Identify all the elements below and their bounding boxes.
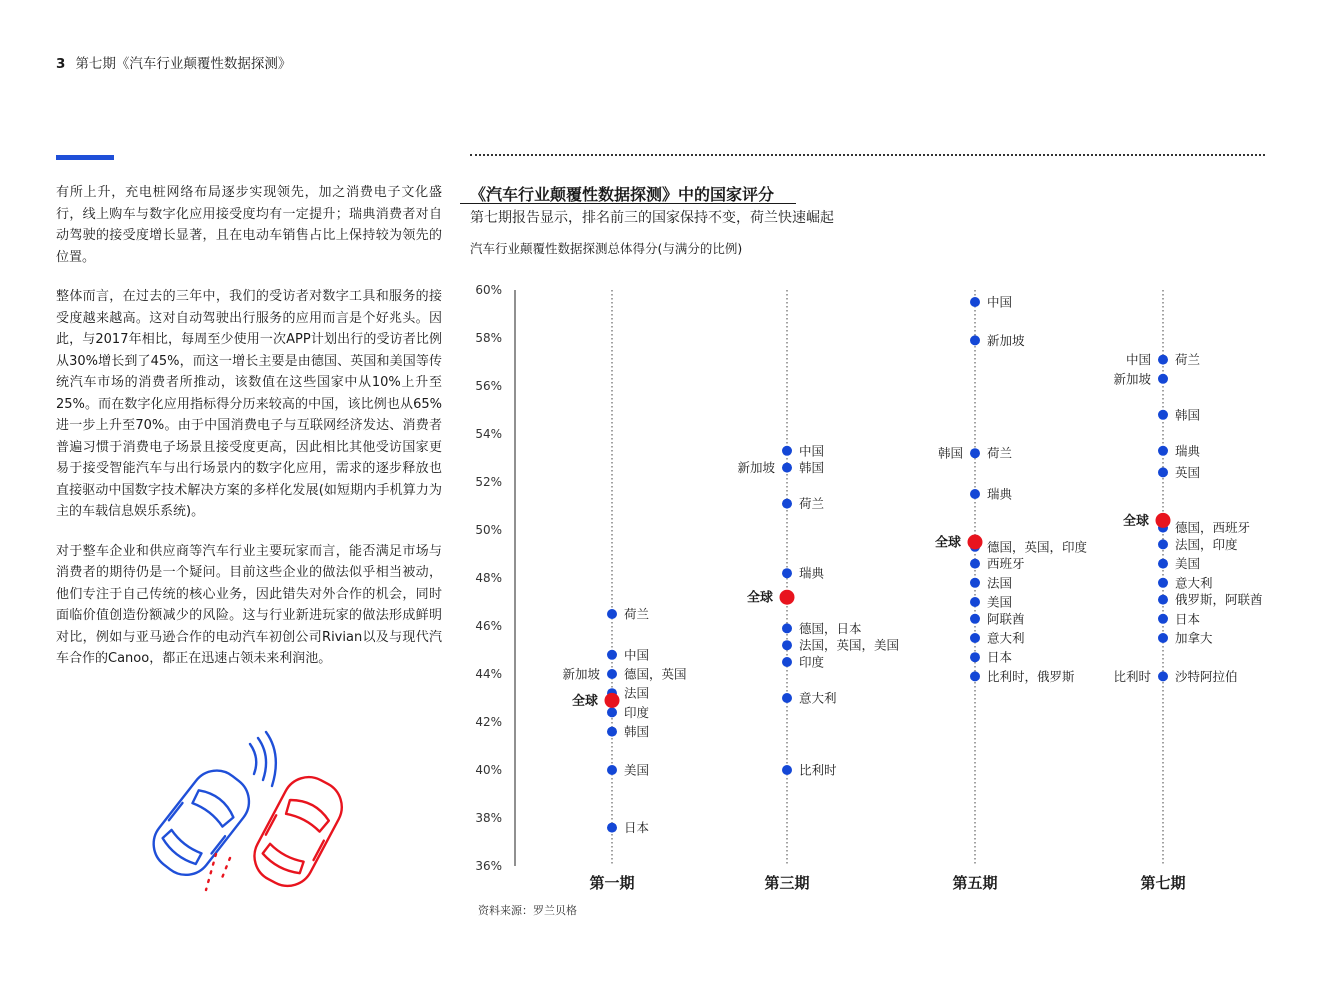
country-point [1158,633,1168,643]
country-label: 韩国 [937,445,963,461]
country-point [970,448,980,458]
country-label: 意大利 [1175,575,1213,591]
country-label: 英国 [1175,464,1201,480]
country-label: 荷兰 [624,606,650,622]
x-category-label: 第五期 [952,874,998,892]
y-tick-label: 36% [475,859,502,873]
country-point [1158,539,1168,549]
country-label: 比利时 [799,762,837,778]
country-label: 比利时 [1113,668,1151,684]
country-point [1158,595,1168,605]
global-average-label: 全球 [746,590,773,606]
country-point [782,640,792,650]
document-title: 第七期《汽车行业颠覆性数据探测》 [75,56,292,72]
country-label: 韩国 [1175,407,1201,423]
country-label: 德国，英国 [624,666,687,682]
country-point [1158,446,1168,456]
country-point [782,499,792,509]
country-label: 印度 [799,654,825,670]
country-label: 瑞典 [1175,443,1201,459]
country-score-chart [460,270,1290,895]
global-average-point [605,693,620,708]
country-label: 日本 [624,820,650,836]
x-category-label: 第七期 [1140,874,1186,892]
country-label: 新加坡 [737,460,775,476]
country-point [970,297,980,307]
country-point [607,727,617,737]
country-label: 美国 [624,762,650,778]
country-label: 瑞典 [799,565,825,581]
country-point [782,693,792,703]
global-average-label: 全球 [571,693,598,709]
source-note: 资料来源：罗兰贝格 [478,904,577,917]
y-tick-label: 38% [475,811,502,825]
country-label: 德国，日本 [799,620,862,636]
page-number: 3 [56,56,66,72]
country-label: 印度 [624,704,650,720]
global-average-point [780,590,795,605]
country-label: 瑞典 [987,486,1013,502]
country-point [607,707,617,717]
country-label: 韩国 [624,724,650,740]
y-tick-label: 40% [475,763,502,777]
chart-y-label: 汽车行业颠覆性数据探测总体得分(与满分的比例) [470,241,743,256]
country-label: 中国 [987,294,1013,310]
country-point [1158,355,1168,365]
y-tick-label: 44% [475,667,502,681]
country-point [1158,614,1168,624]
y-tick-label: 42% [475,715,502,729]
country-label: 法国，英国，美国 [799,637,900,653]
body-paragraph: 有所上升，充电桩网络布局逐步实现领先，加之消费电子文化盛行，线上购车与数字化应用接受度均有一定提升；瑞典消费者对自动驾驶的接受度增长显著，且在电动车销售占比上保持较为领先的位置。 [56,185,442,265]
y-tick-label: 56% [475,379,502,393]
country-label: 西班牙 [987,556,1025,572]
country-point [970,335,980,345]
country-point [782,765,792,775]
country-point [607,609,617,619]
country-point [970,578,980,588]
country-label: 德国，西班牙 [1175,520,1251,536]
global-average-point [1156,513,1171,528]
country-point [1158,467,1168,477]
y-tick-label: 52% [475,475,502,489]
country-point [970,633,980,643]
country-point [1158,578,1168,588]
country-label: 沙特阿拉伯 [1175,668,1238,684]
country-point [1158,374,1168,384]
country-label: 意大利 [987,630,1025,646]
country-point [782,446,792,456]
y-tick-label: 46% [475,619,502,633]
country-label: 俄罗斯，阿联酋 [1175,592,1263,608]
country-point [1158,559,1168,569]
country-label: 荷兰 [987,445,1013,461]
country-point [1158,671,1168,681]
accent-bar [56,155,114,160]
global-average-label: 全球 [1122,513,1149,529]
country-label: 法国 [624,685,650,701]
country-label: 荷兰 [799,496,825,512]
chart-title: 《汽车行业颠覆性数据探测》中的国家评分 [470,185,775,204]
country-label: 新加坡 [562,666,600,682]
x-category-label: 第三期 [764,874,810,892]
country-point [782,463,792,473]
country-label: 韩国 [799,460,825,476]
country-label: 美国 [987,594,1013,610]
country-label: 日本 [987,649,1013,665]
chart-subtitle: 第七期报告显示，排名前三的国家保持不变，荷兰快速崛起 [470,210,834,226]
country-point [782,568,792,578]
country-point [607,650,617,660]
country-point [782,657,792,667]
country-label: 法国 [987,575,1013,591]
country-point [970,489,980,499]
country-label: 比利时，俄罗斯 [987,668,1075,684]
country-point [607,765,617,775]
country-point [607,823,617,833]
country-label: 新加坡 [1113,371,1151,387]
country-label: 德国，英国，印度 [987,539,1088,555]
y-tick-label: 58% [475,331,502,345]
x-category-label: 第一期 [589,874,635,892]
y-tick-label: 50% [475,523,502,537]
country-point [970,614,980,624]
title-underline [460,203,796,204]
page-header [56,52,291,72]
global-average-label: 全球 [934,535,961,551]
two-cars-collision-icon [130,728,360,898]
country-label: 新加坡 [987,332,1025,348]
country-label: 荷兰 [1175,352,1201,368]
country-label: 加拿大 [1175,630,1213,646]
country-label: 阿联酋 [987,611,1025,627]
country-label: 中国 [624,647,650,663]
body-paragraph: 整体而言，在过去的三年中，我们的受访者对数字工具和服务的接受度越来越高。这对自动驾驶出行服务的应用而言是个好兆头。因此，与2017年相比，每周至少使用一次APP计划出行的受访者比例从30%增长到了45%，而这一增长主要是由德国、英国和美国等传统汽车市场的消费者所推动，该数值在这些国家中从10%上升至25%。而在数字化应用指标得分历来较高的中国，该比例也从65%进一步上升至70%。由于中国消费电子与互联网经济发达、消费者普遍习惯于消费电子场景且接受度更高，因此相比其他受访国家更易于接受智能汽车与出行场景内的数字化应用，需求的逐步释放也直接驱动中国数字技术解决方案的多样化发展(如短期内手机算力为主的车载信息娱乐系统)。 [56,289,442,519]
country-label: 中国 [1125,352,1151,368]
country-point [1158,410,1168,420]
country-point [782,623,792,633]
country-point [607,669,617,679]
country-label: 日本 [1175,611,1201,627]
global-average-point [968,535,983,550]
body-paragraph: 对于整车企业和供应商等汽车行业主要玩家而言，能否满足市场与消费者的期待仍是一个疑问。目前这些企业的做法似乎相当被动，他们专注于自己传统的核心业务，因此错失对外合作的机会，同时面临价值创造份额减少的风险。这与行业新进玩家的做法形成鲜明对比，例如与亚马逊合作的电动汽车初创公司Rivian以及与现代汽车合作的Canoo，都正在迅速占领未来利润池。 [56,543,442,666]
country-label: 美国 [1175,556,1201,572]
chart-divider [470,154,1265,156]
body-text [56,182,442,688]
y-tick-label: 54% [475,427,502,441]
y-tick-label: 48% [475,571,502,585]
country-label: 意大利 [799,690,837,706]
country-label: 中国 [799,443,825,459]
country-point [970,671,980,681]
country-point [970,559,980,569]
country-point [970,597,980,607]
country-label: 法国，印度 [1175,536,1238,552]
y-tick-label: 60% [475,283,502,297]
country-point [970,652,980,662]
